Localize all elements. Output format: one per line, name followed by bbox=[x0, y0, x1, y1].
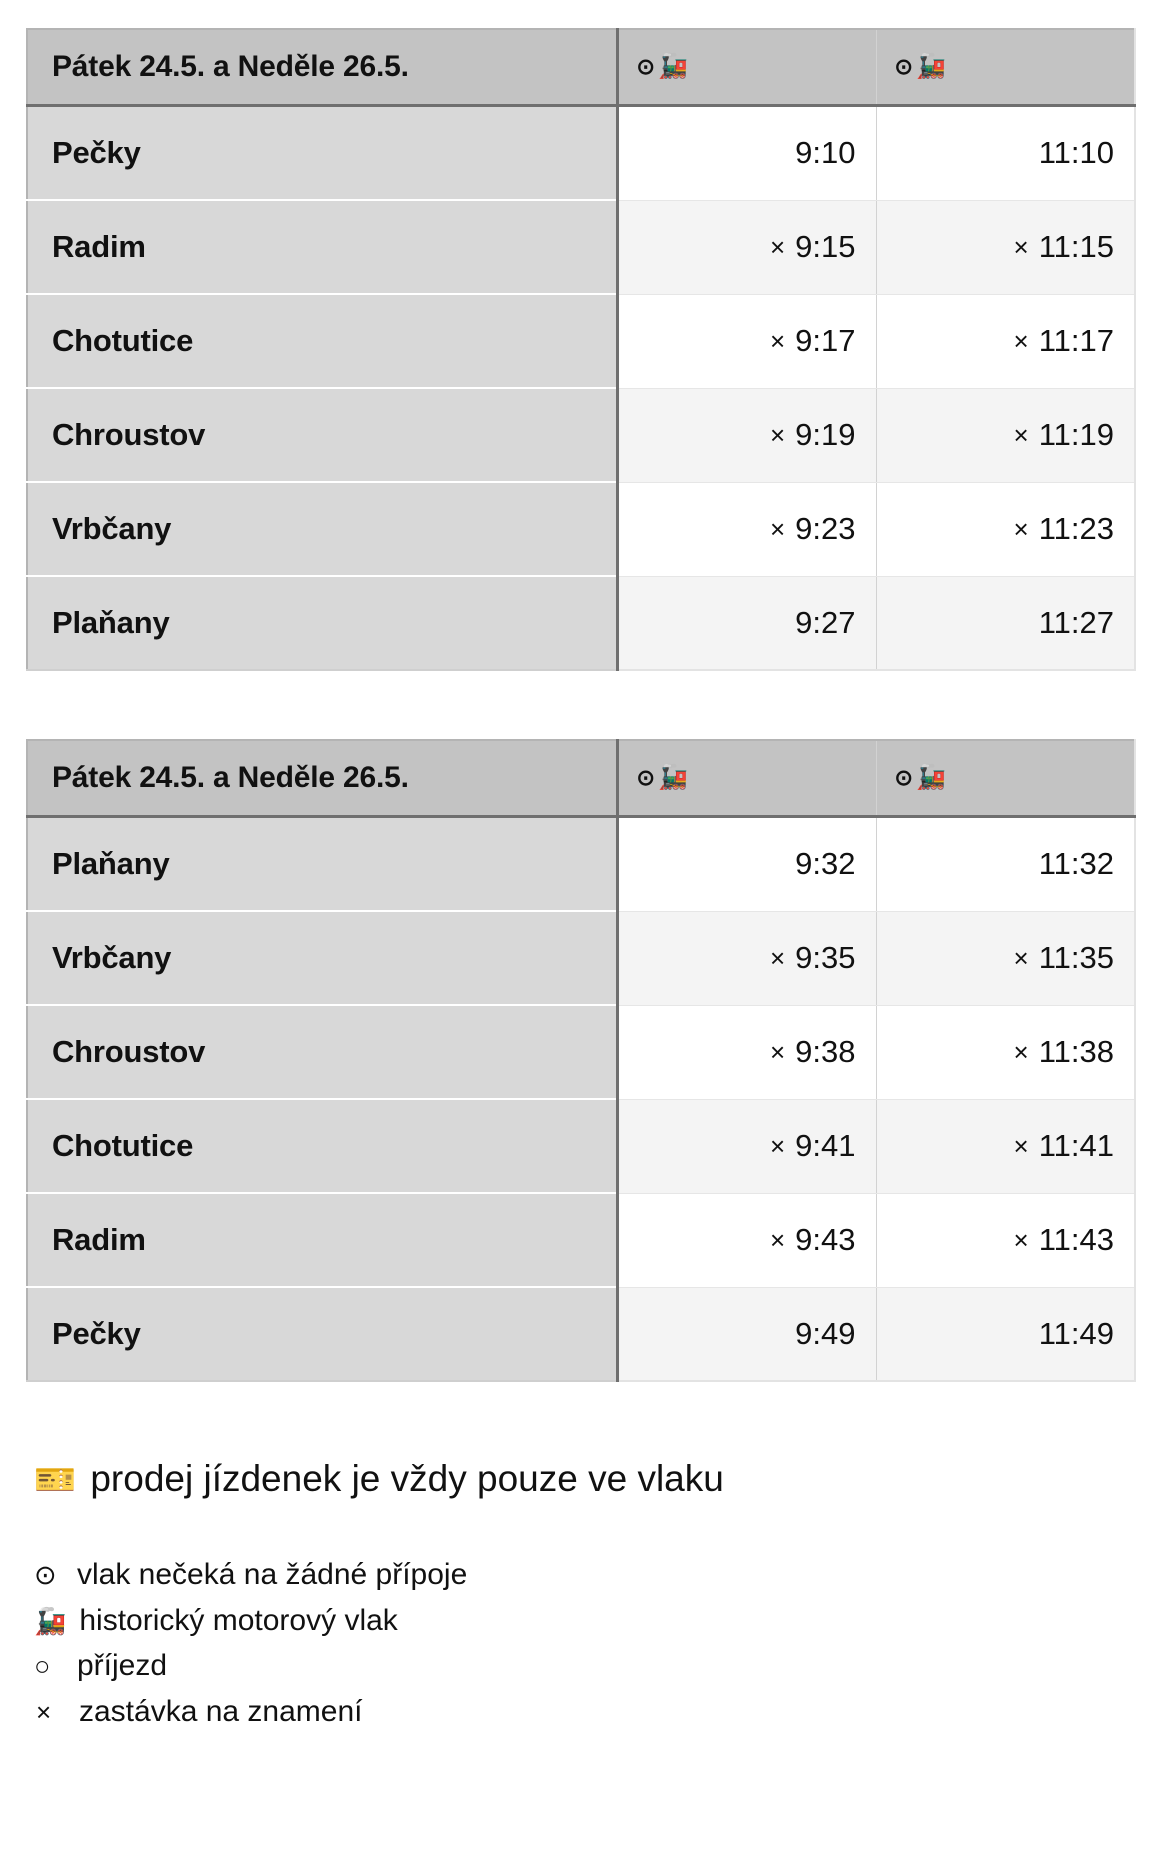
table-row bbox=[27, 106, 1135, 201]
time-value: 11:17 bbox=[1038, 323, 1114, 358]
departure-time bbox=[876, 1099, 1135, 1193]
departure-time bbox=[876, 388, 1135, 482]
station-name: Vrbčany bbox=[27, 482, 617, 576]
no-connection-icon: ⊙ bbox=[894, 54, 913, 79]
time-value: 11:38 bbox=[1038, 1034, 1114, 1069]
time-value: 9:49 bbox=[795, 1315, 856, 1351]
departure-time bbox=[876, 911, 1135, 1005]
request-stop-mark: × bbox=[769, 514, 786, 544]
departure-time bbox=[617, 1287, 876, 1381]
station-name: Vrbčany bbox=[27, 911, 617, 1005]
station-name: Plaňany bbox=[27, 817, 617, 912]
station-name: Chotutice bbox=[27, 1099, 617, 1193]
time-value: 9:38 bbox=[795, 1034, 856, 1069]
request-stop-mark: × bbox=[1013, 420, 1029, 450]
no-connection-icon: ⊙ bbox=[636, 54, 655, 79]
request-stop-mark: × bbox=[1013, 1037, 1029, 1067]
time-value: 11:43 bbox=[1038, 1222, 1114, 1257]
time-value: 9:10 bbox=[795, 135, 856, 171]
table-row bbox=[27, 1099, 1135, 1193]
timetable-return bbox=[26, 739, 1136, 1382]
steam-locomotive-icon: 🚂 bbox=[657, 764, 688, 791]
departure-time bbox=[617, 482, 876, 576]
timetable-outbound bbox=[26, 28, 1136, 671]
table-header-row bbox=[27, 29, 1135, 106]
legend-item-label: vlak nečeká na žádné přípoje bbox=[77, 1558, 468, 1592]
departure-time bbox=[876, 817, 1135, 912]
no-connection-icon: ⊙ bbox=[34, 1560, 57, 1591]
request-stop-mark: × bbox=[769, 326, 786, 356]
steam-locomotive-icon: 🚂 bbox=[915, 53, 946, 80]
time-value: 11:23 bbox=[1038, 511, 1114, 546]
table-row bbox=[27, 200, 1135, 294]
departure-time bbox=[617, 200, 876, 294]
table-row bbox=[27, 911, 1135, 1005]
train-column-header-2 bbox=[876, 740, 1135, 817]
departure-time bbox=[876, 1193, 1135, 1287]
request-stop-mark: × bbox=[769, 1225, 786, 1255]
train-column-header-1 bbox=[617, 29, 876, 106]
time-value: 9:32 bbox=[795, 846, 856, 882]
no-connection-icon: ⊙ bbox=[636, 765, 655, 790]
departure-time bbox=[617, 1099, 876, 1193]
departure-time bbox=[617, 388, 876, 482]
station-name: Pečky bbox=[27, 1287, 617, 1381]
time-value: 9:43 bbox=[795, 1222, 856, 1257]
time-value: 9:27 bbox=[795, 604, 856, 640]
request-stop-mark: × bbox=[769, 1037, 786, 1067]
steam-locomotive-icon: 🚂 bbox=[657, 53, 688, 80]
table-row bbox=[27, 817, 1135, 912]
time-value: 11:32 bbox=[1038, 846, 1114, 882]
station-name: Chroustov bbox=[27, 1005, 617, 1099]
table-header-row bbox=[27, 740, 1135, 817]
request-stop-icon: × bbox=[36, 1697, 52, 1728]
station-name: Pečky bbox=[27, 106, 617, 201]
table-row bbox=[27, 1193, 1135, 1287]
time-value: 9:23 bbox=[795, 511, 856, 546]
time-value: 11:35 bbox=[1038, 940, 1114, 975]
time-value: 11:27 bbox=[1038, 604, 1114, 640]
day-label: Pátek 24.5. a Neděle 26.5. bbox=[27, 29, 617, 106]
departure-time bbox=[617, 576, 876, 670]
table-row bbox=[27, 482, 1135, 576]
time-value: 9:41 bbox=[795, 1128, 856, 1163]
legend-item bbox=[34, 1598, 1148, 1644]
time-value: 11:10 bbox=[1038, 135, 1114, 171]
time-value: 11:19 bbox=[1038, 417, 1114, 452]
request-stop-mark: × bbox=[1013, 326, 1029, 356]
legend-item bbox=[34, 1552, 1148, 1598]
departure-time bbox=[617, 1005, 876, 1099]
legend-item-label: zastávka na znamení bbox=[79, 1695, 363, 1729]
station-name: Plaňany bbox=[27, 576, 617, 670]
table-row bbox=[27, 1287, 1135, 1381]
departure-time bbox=[617, 817, 876, 912]
departure-time bbox=[876, 294, 1135, 388]
departure-time bbox=[876, 200, 1135, 294]
request-stop-mark: × bbox=[1013, 1131, 1029, 1161]
station-name: Chroustov bbox=[27, 388, 617, 482]
departure-time bbox=[876, 482, 1135, 576]
legend-item bbox=[34, 1689, 1148, 1735]
steam-locomotive-icon: 🚂 bbox=[915, 764, 946, 791]
request-stop-mark: × bbox=[1013, 232, 1029, 262]
legend-ticket-note bbox=[34, 1456, 1148, 1502]
legend-items bbox=[34, 1552, 1148, 1734]
table-row bbox=[27, 1005, 1135, 1099]
table-row bbox=[27, 294, 1135, 388]
legend bbox=[26, 1456, 1148, 1735]
ticket-icon: 🎫 bbox=[34, 1461, 77, 1499]
departure-time bbox=[876, 1287, 1135, 1381]
train-column-header-2 bbox=[876, 29, 1135, 106]
departure-time bbox=[617, 294, 876, 388]
request-stop-mark: × bbox=[1013, 1225, 1029, 1255]
steam-locomotive-icon: 🚂 bbox=[34, 1605, 67, 1636]
time-value: 9:35 bbox=[795, 940, 856, 975]
station-name: Chotutice bbox=[27, 294, 617, 388]
time-value: 9:17 bbox=[795, 323, 856, 358]
time-value: 9:19 bbox=[795, 417, 856, 452]
arrival-icon: ○ bbox=[34, 1651, 51, 1682]
station-name: Radim bbox=[27, 200, 617, 294]
time-value: 11:15 bbox=[1038, 229, 1114, 264]
table-row bbox=[27, 388, 1135, 482]
legend-item bbox=[34, 1643, 1148, 1689]
request-stop-mark: × bbox=[1013, 943, 1029, 973]
request-stop-mark: × bbox=[769, 232, 786, 262]
request-stop-mark: × bbox=[769, 420, 786, 450]
departure-time bbox=[876, 106, 1135, 201]
no-connection-icon: ⊙ bbox=[894, 765, 913, 790]
train-column-header-1 bbox=[617, 740, 876, 817]
table-row bbox=[27, 576, 1135, 670]
station-name: Radim bbox=[27, 1193, 617, 1287]
time-value: 11:41 bbox=[1038, 1128, 1114, 1163]
request-stop-mark: × bbox=[769, 1131, 786, 1161]
departure-time bbox=[876, 576, 1135, 670]
request-stop-mark: × bbox=[769, 943, 786, 973]
departure-time bbox=[617, 1193, 876, 1287]
time-value: 9:15 bbox=[795, 229, 856, 264]
legend-item-label: příjezd bbox=[77, 1649, 168, 1683]
request-stop-mark: × bbox=[1013, 514, 1029, 544]
legend-item-label: historický motorový vlak bbox=[79, 1603, 398, 1637]
departure-time bbox=[617, 106, 876, 201]
time-value: 11:49 bbox=[1038, 1315, 1114, 1351]
day-label: Pátek 24.5. a Neděle 26.5. bbox=[27, 740, 617, 817]
departure-time bbox=[617, 911, 876, 1005]
departure-time bbox=[876, 1005, 1135, 1099]
legend-ticket-text: prodej jízdenek je vždy pouze ve vlaku bbox=[90, 1458, 724, 1499]
